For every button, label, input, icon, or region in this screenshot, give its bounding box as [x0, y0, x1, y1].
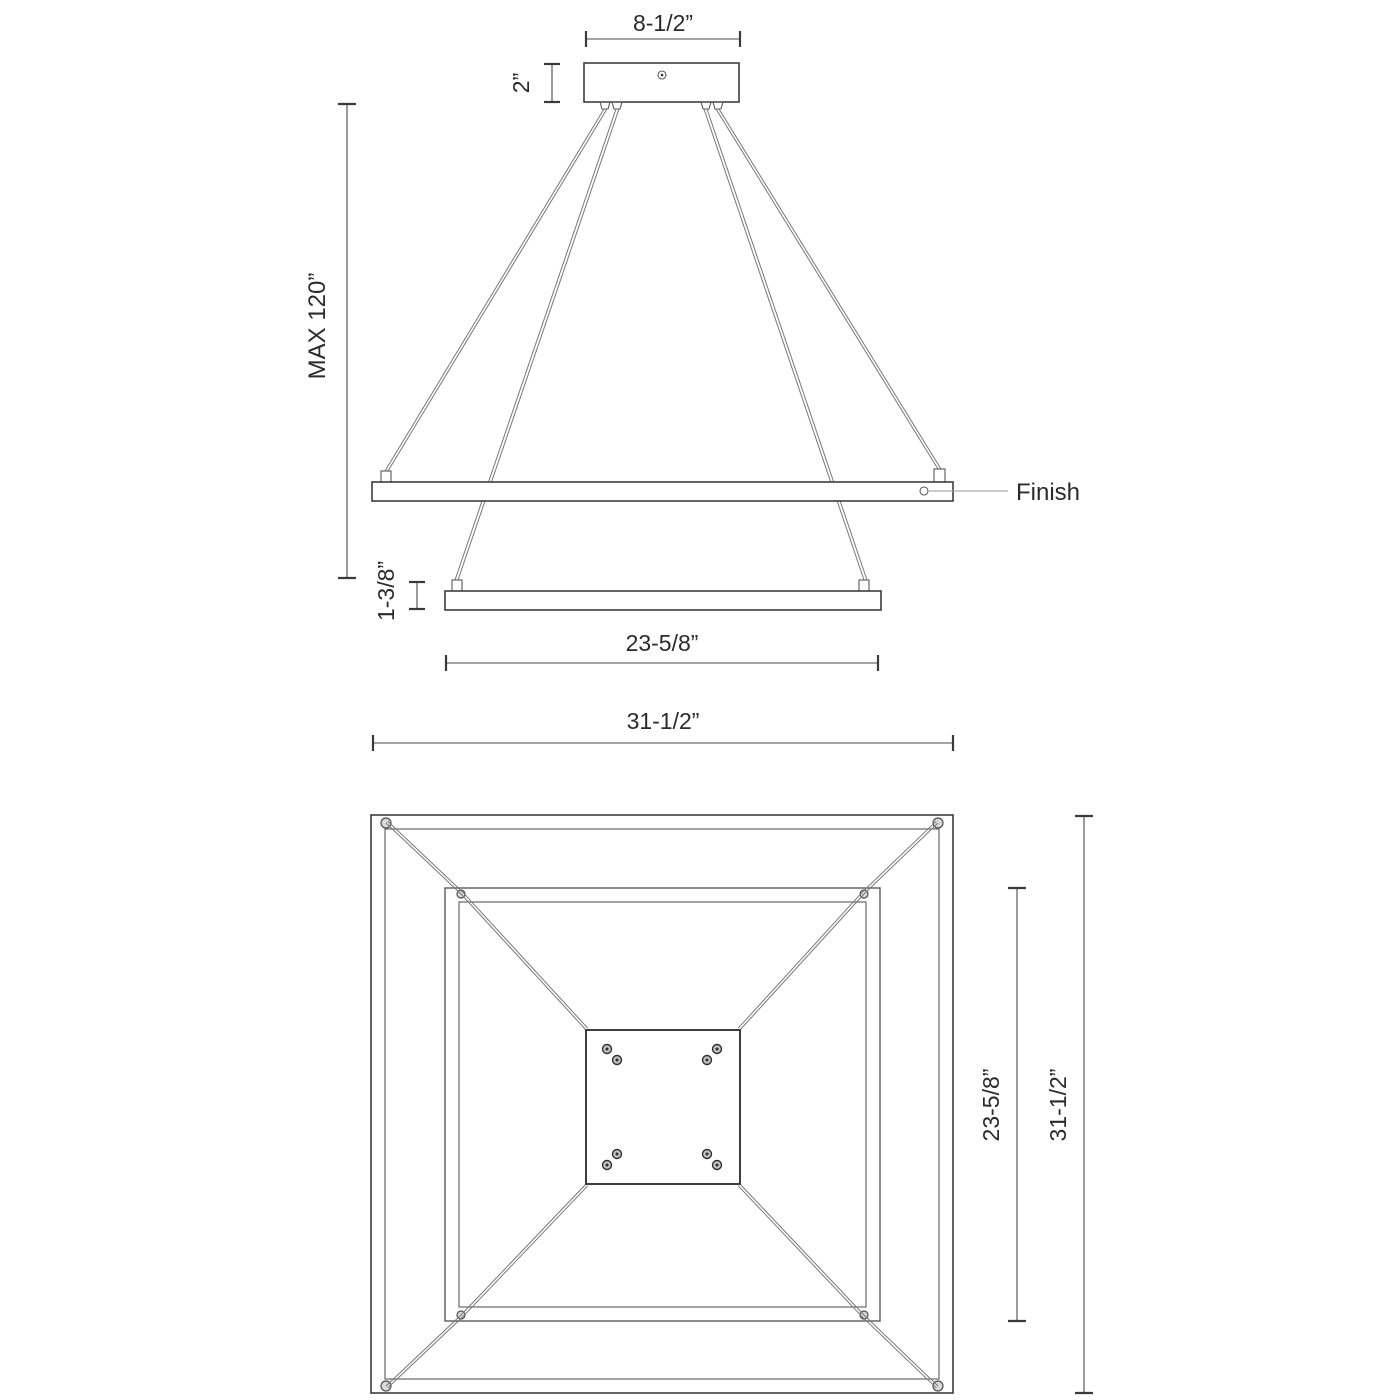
dimension-label: 31-1/2”	[626, 708, 700, 734]
canopy-screw-dot	[661, 74, 664, 77]
dim-canopy-height	[508, 64, 560, 102]
dim-outer-frame-width	[373, 708, 953, 751]
dim-max-suspension	[304, 104, 356, 578]
dimension-label: 2”	[508, 72, 534, 94]
mounting-plate	[586, 1030, 740, 1184]
inner-frame-elevation	[445, 580, 881, 610]
cable-left-inner	[455, 109, 619, 580]
dim-plan-outer-width	[1045, 816, 1093, 1393]
cable-post	[859, 580, 869, 591]
cable-right-outer	[716, 109, 941, 469]
cable-gripper	[612, 102, 622, 109]
dim-inner-frame-height	[373, 561, 425, 621]
outer-frame-elevation	[372, 469, 953, 501]
dimension-label: 1-3/8”	[373, 560, 399, 622]
plan-cable-bottom-right	[738, 1184, 938, 1388]
inner-frame-bar	[445, 591, 881, 610]
cable-gripper	[600, 102, 610, 109]
suspension-cables	[385, 109, 941, 580]
plan-cable-bottom-left	[386, 1184, 588, 1388]
cable-gripper	[713, 102, 723, 109]
cable-left-outer	[385, 109, 607, 471]
elevation-view	[304, 10, 1080, 751]
dimension-label: MAX 120”	[304, 272, 331, 380]
dimension-label: 23-5/8”	[625, 630, 699, 656]
dim-canopy-width	[586, 10, 740, 47]
cable-post	[381, 471, 391, 482]
dim-inner-frame-width	[446, 630, 878, 671]
plan-cable-top-right	[738, 821, 938, 1030]
dimension-label: 23-5/8”	[978, 1068, 1004, 1142]
outer-frame-bar	[372, 482, 953, 501]
ceiling-canopy	[584, 63, 739, 109]
cable-post	[452, 580, 462, 591]
dimension-label: 8-1/2”	[632, 10, 694, 36]
cable-right-inner	[704, 109, 867, 580]
canopy-body	[584, 63, 739, 102]
finish-label: Finish	[1016, 479, 1081, 506]
plan-cable-top-left	[386, 821, 588, 1030]
dimension-label: 31-1/2”	[1045, 1068, 1071, 1142]
cable-gripper	[701, 102, 711, 109]
dim-plan-inner-width	[978, 888, 1026, 1321]
cable-post	[934, 469, 945, 482]
plan-view	[371, 815, 1093, 1393]
